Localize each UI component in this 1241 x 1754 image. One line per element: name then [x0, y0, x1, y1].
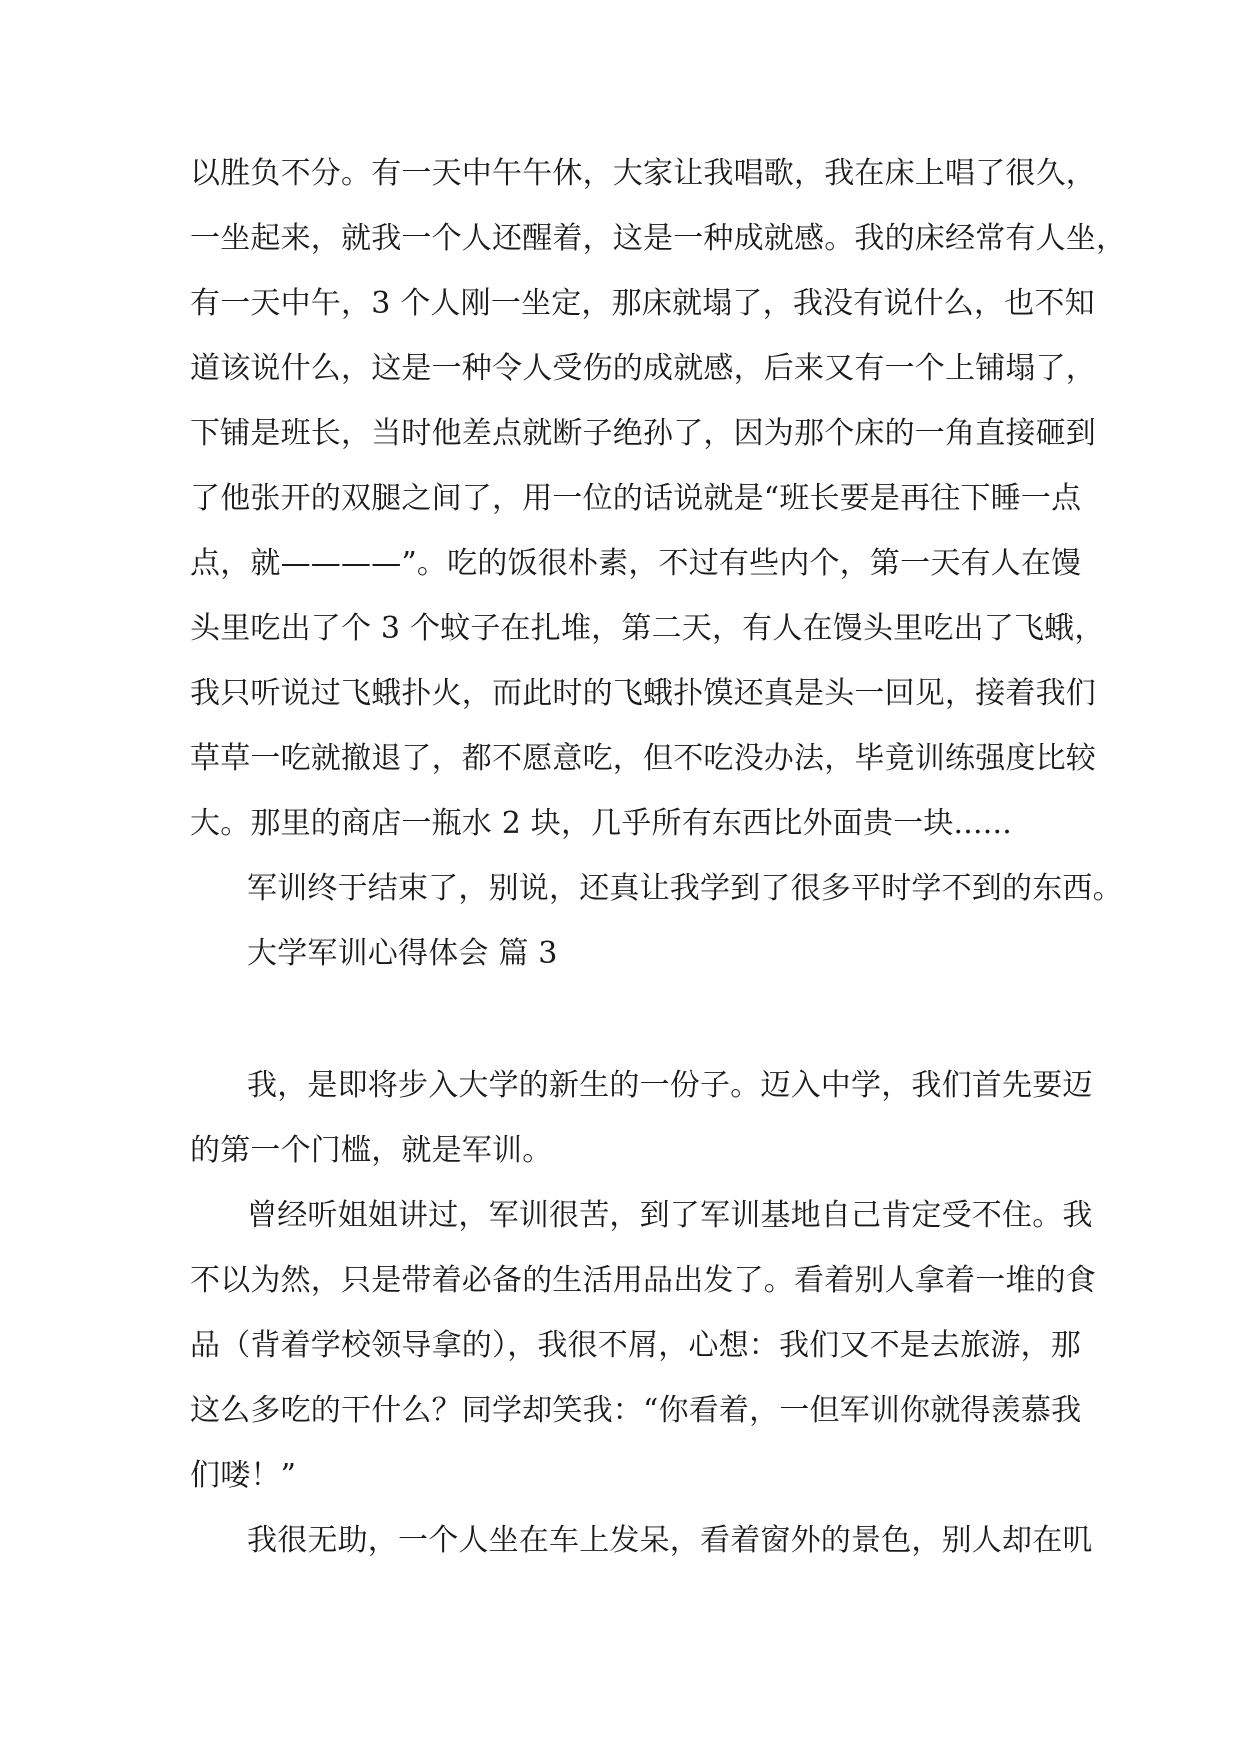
text-line: 草草一吃就撤退了，都不愿意吃，但不吃没办法，毕竟训练强度比较: [190, 741, 1096, 776]
text-line: 道该说什么，这是一种令人受伤的成就感，后来又有一个上铺塌了，: [190, 351, 1096, 386]
text-line: 点，就————”。吃的饭很朴素，不过有些内个，第一天有人在馒: [190, 546, 1082, 581]
section-heading: 大学军训心得体会 篇 3: [247, 936, 558, 971]
text-line: 我，是即将步入大学的新生的一份子。迈入中学，我们首先要迈: [247, 1068, 1093, 1103]
text-line: 品（背着学校领导拿的），我很不屑，心想：我们又不是去旅游，那: [190, 1328, 1081, 1363]
text-line: 有一天中午，3 个人刚一坐定，那床就塌了，我没有说什么，也不知: [190, 286, 1095, 321]
text-line: 我很无助，一个人坐在车上发呆，看着窗外的景色，别人却在叽: [247, 1523, 1093, 1558]
text-line: 曾经听姐姐讲过，军训很苦，到了军训基地自己肯定受不住。我: [247, 1198, 1093, 1233]
text-line: 不以为然，只是带着必备的生活用品出发了。看着别人拿着一堆的食: [190, 1263, 1096, 1298]
text-line: 下铺是班长，当时他差点就断子绝孙了，因为那个床的一角直接砸到: [190, 416, 1096, 451]
text-line: 们喽！”: [190, 1458, 297, 1493]
text-line: 这么多吃的干什么？同学却笑我：“你看着，一但军训你就得羡慕我: [190, 1393, 1082, 1428]
text-line: 我只听说过飞蛾扑火，而此时的飞蛾扑馍还真是头一回见，接着我们: [190, 676, 1096, 711]
text-line: 的第一个门槛，就是军训。: [190, 1133, 553, 1168]
text-line: 一坐起来，就我一个人还醒着，这是一种成就感。我的床经常有人坐，: [190, 221, 1127, 256]
text-line: 大。那里的商店一瓶水 2 块，几乎所有东西比外面贵一块......: [190, 806, 1012, 841]
text-line: 军训终于结束了，别说，还真让我学到了很多平时学不到的东西。: [247, 871, 1123, 906]
text-line: 了他张开的双腿之间了，用一位的话说就是“班长要是再往下睡一点: [190, 481, 1082, 516]
text-line: 头里吃出了个 3 个蚊子在扎堆，第二天，有人在馒头里吃出了飞蛾，: [190, 611, 1105, 646]
text-line: 以胜负不分。有一天中午午休，大家让我唱歌，我在床上唱了很久，: [190, 156, 1096, 191]
